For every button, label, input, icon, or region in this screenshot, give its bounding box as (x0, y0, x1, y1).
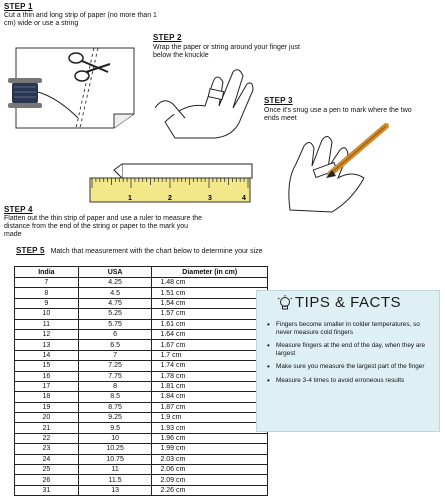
table-row (15, 319, 268, 329)
cell-diameter: 1.9 cm (152, 413, 268, 423)
ruler-icon (90, 178, 250, 202)
step-1-title: STEP 1 (4, 2, 33, 11)
cell-usa: 5.75 (78, 319, 152, 329)
cell-india: 7 (15, 278, 79, 288)
cell-usa: 10.75 (78, 454, 152, 464)
table-row (15, 288, 268, 298)
step-3-title: STEP 3 (264, 96, 293, 105)
pen-icon (326, 126, 386, 178)
table-row (15, 278, 268, 288)
cell-india: 26 (15, 475, 79, 485)
cell-usa: 8.75 (78, 402, 152, 412)
table-row (15, 485, 268, 495)
cell-india: 9 (15, 298, 79, 308)
cell-diameter: 1.48 cm (152, 278, 268, 288)
cell-india: 21 (15, 423, 79, 433)
cell-diameter: 1.67 cm (152, 340, 268, 350)
cell-india: 11 (15, 319, 79, 329)
cell-usa: 4.25 (78, 278, 152, 288)
table-row (15, 329, 268, 339)
cell-india: 22 (15, 433, 79, 443)
cell-diameter: 2.06 cm (152, 465, 268, 475)
cell-india: 12 (15, 329, 79, 339)
tips-list (267, 321, 435, 390)
step-1-illustration (6, 40, 156, 132)
cell-usa: 11 (78, 465, 152, 475)
ruler-label-3: 3 (208, 195, 212, 202)
table-row (15, 454, 268, 464)
cell-usa: 11.5 (78, 475, 152, 485)
cell-usa: 10 (78, 433, 152, 443)
tip-item: • Fingers become smaller in colder temperatures, so never measure cold fingers (267, 321, 435, 336)
table-row (15, 361, 268, 371)
table-row (15, 309, 268, 319)
step-2-hand-illustration (155, 62, 265, 140)
step-5-title: STEP 5 (16, 246, 45, 255)
ruler-label-4: 4 (242, 195, 246, 202)
header-india: India (15, 267, 79, 278)
ruler-label-1: 1 (128, 195, 132, 202)
table-header-row (15, 267, 268, 278)
cell-usa: 8 (78, 381, 152, 391)
cell-india: 10 (15, 309, 79, 319)
cell-diameter: 1.81 cm (152, 381, 268, 391)
cell-diameter: 2.26 cm (152, 485, 268, 495)
cell-usa: 6 (78, 329, 152, 339)
cell-diameter: 2.03 cm (152, 454, 268, 464)
table-row (15, 423, 268, 433)
cell-india: 16 (15, 371, 79, 381)
cell-diameter: 1.74 cm (152, 361, 268, 371)
cell-india: 13 (15, 340, 79, 350)
tip-item: • Make sure you measure the largest part of the finger (267, 363, 435, 371)
table-row (15, 392, 268, 402)
cell-diameter: 1.93 cm (152, 423, 268, 433)
cell-usa: 13 (78, 485, 152, 495)
cell-usa: 10.25 (78, 444, 152, 454)
cell-diameter: 1.54 cm (152, 298, 268, 308)
table-row (15, 433, 268, 443)
cell-india: 23 (15, 444, 79, 454)
cell-diameter: 1.99 cm (152, 444, 268, 454)
step-4-text: Flatten out the thin strip of paper and use a ruler to measure the distance from the end of the string or paper to the mark you made (4, 215, 203, 238)
cell-india: 20 (15, 413, 79, 423)
cell-diameter: 1.7 cm (152, 350, 268, 360)
cell-diameter: 1.84 cm (152, 392, 268, 402)
cell-diameter: 2.09 cm (152, 475, 268, 485)
step-5-line (16, 246, 263, 255)
table-row (15, 465, 268, 475)
tips-title: TIPS & FACTS (295, 294, 402, 311)
cell-usa: 6.5 (78, 340, 152, 350)
cell-india: 15 (15, 361, 79, 371)
ruler-label-2: 2 (168, 195, 172, 202)
cell-india: 18 (15, 392, 79, 402)
ruler-illustration (88, 160, 258, 210)
cell-india: 8 (15, 288, 79, 298)
cell-india: 17 (15, 381, 79, 391)
step-2-title: STEP 2 (153, 33, 182, 42)
cell-india: 19 (15, 402, 79, 412)
table-row (15, 298, 268, 308)
cell-usa: 9.25 (78, 413, 152, 423)
step-2-text: Wrap the paper or string around your finger just below the knuckle (153, 44, 300, 59)
header-diameter: Diameter (in cm) (152, 267, 268, 278)
cell-diameter: 1.96 cm (152, 433, 268, 443)
table-row (15, 340, 268, 350)
lightbulb-icon (277, 295, 293, 313)
step-4-title: STEP 4 (4, 205, 33, 214)
cell-india: 25 (15, 465, 79, 475)
cell-diameter: 1.87 cm (152, 402, 268, 412)
cell-diameter: 1.61 cm (152, 319, 268, 329)
table-row (15, 475, 268, 485)
cell-usa: 4.5 (78, 288, 152, 298)
cell-india: 24 (15, 454, 79, 464)
hand-marking-icon (289, 136, 364, 212)
tip-item: • Measure fingers at the end of the day, when they are largest (267, 342, 435, 357)
ring-size-table (14, 266, 268, 496)
tips-panel (256, 290, 440, 432)
cell-usa: 4.75 (78, 298, 152, 308)
table-row (15, 371, 268, 381)
table-row (15, 444, 268, 454)
cell-usa: 7 (78, 350, 152, 360)
cell-usa: 7.25 (78, 361, 152, 371)
step-3-hand-illustration (282, 120, 402, 216)
cell-india: 31 (15, 485, 79, 495)
paper-strip-icon (114, 164, 252, 178)
step-1-text: Cut a thin and long strip of paper (no more than 1 cm) wide or use a string (4, 12, 157, 27)
step-5-text: Match that measurement with the chart below to determine your size (50, 248, 263, 255)
table-row (15, 381, 268, 391)
table-row (15, 413, 268, 423)
table-row (15, 350, 268, 360)
cell-usa: 9.5 (78, 423, 152, 433)
cell-diameter: 1.51 cm (152, 288, 268, 298)
cell-usa: 5.25 (78, 309, 152, 319)
cell-diameter: 1.78 cm (152, 371, 268, 381)
cell-usa: 7.75 (78, 371, 152, 381)
cell-diameter: 1.57 cm (152, 309, 268, 319)
header-usa: USA (78, 267, 152, 278)
tip-item: • Measure 3-4 times to avoid erroneous results (267, 377, 435, 385)
cell-usa: 8.5 (78, 392, 152, 402)
hand-wrapping-icon (155, 70, 253, 138)
table-row (15, 402, 268, 412)
cell-diameter: 1.64 cm (152, 329, 268, 339)
cell-india: 14 (15, 350, 79, 360)
step-3-text: Once it's snug use a pen to mark where the two ends meet (264, 107, 412, 122)
